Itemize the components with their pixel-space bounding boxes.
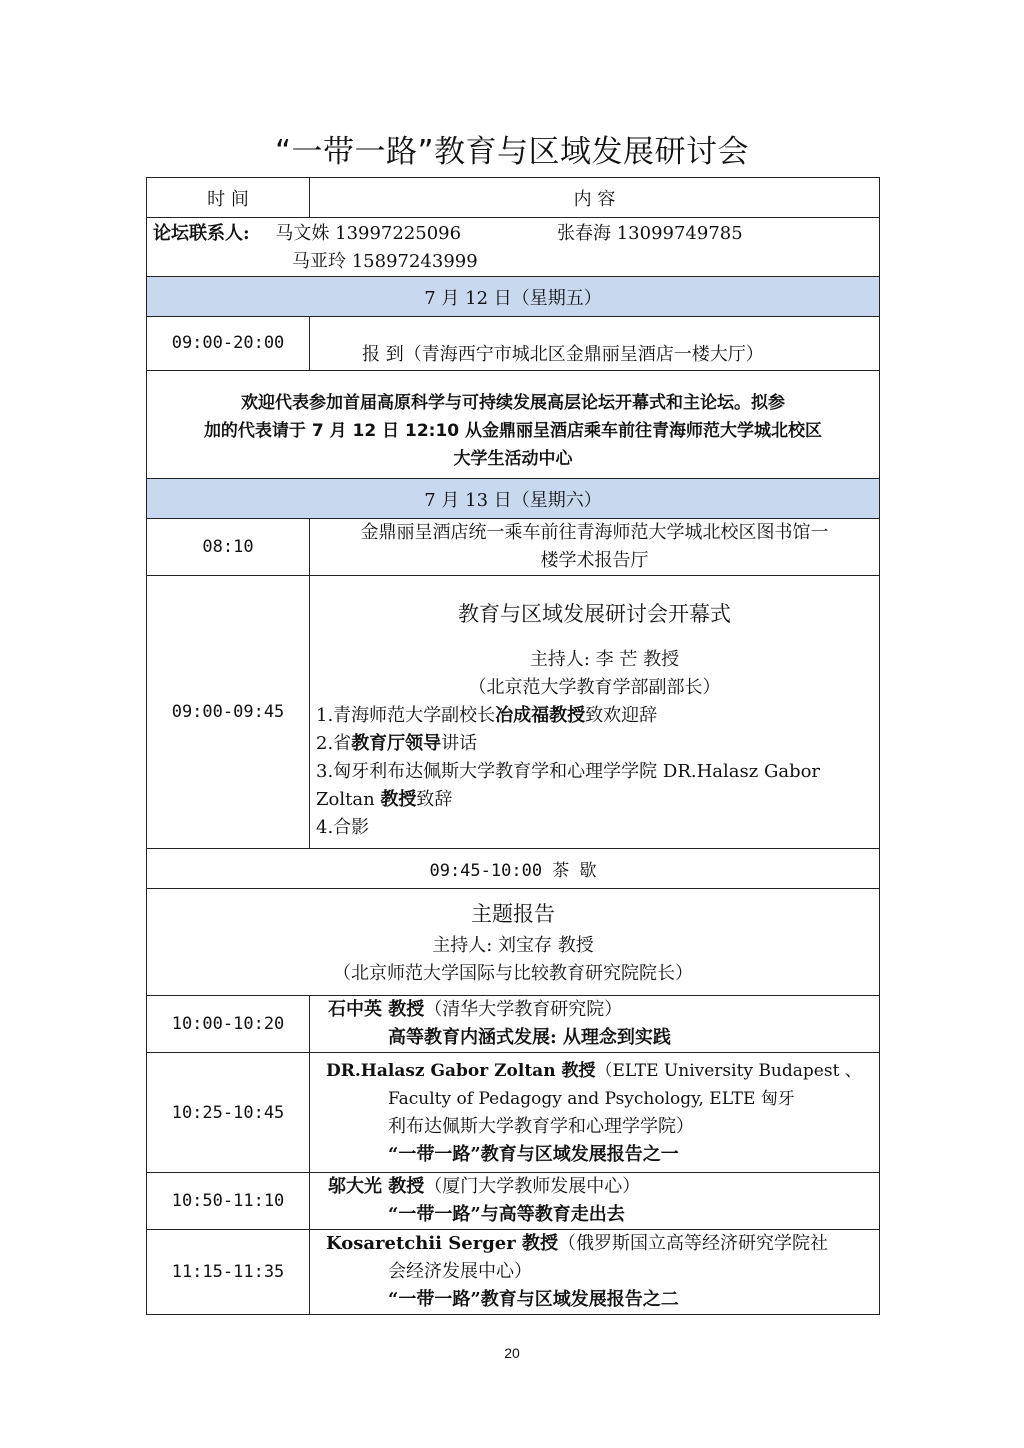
talk-time: 10:25-10:45 [147,1053,310,1173]
notice-line-3: 大学生活动中心 [453,448,573,469]
schedule-table [146,177,880,1315]
schedule-row [147,1230,880,1315]
schedule-row [147,996,880,1053]
registration-time: 09:00-20:00 [147,317,310,371]
notice-row [147,371,880,479]
contacts-label: 论坛联系人: [153,223,250,244]
talk-affil-line-2: 会经济发展中心） [388,1261,532,1282]
talk-affil-line-3: 利布达佩斯大学教育学和心理学学院） [388,1115,694,1137]
opening-item-4: 4.合影 [316,817,370,838]
notice-line-2: 加的代表请于 7 月 12 日 12:10 从金鼎丽呈酒店乘车前往青海师范大学城北校区 [203,420,823,441]
bus-line-2: 楼学术报告厅 [540,550,649,571]
tea-break: 09:45-10:00 茶 歇 [147,849,880,889]
schedule-row [147,519,880,576]
keynote-header-cell [147,889,880,996]
keynote-title: 主题报告 [471,902,555,926]
opening-host: 主持人: 李 芒 教授 [529,649,680,670]
bus-time: 08:10 [147,519,310,576]
contact-person-3: 马亚玲 15897243999 [292,251,478,272]
opening-cell [310,576,880,849]
talk-time: 10:50-11:10 [147,1173,310,1230]
schedule-row [147,1173,880,1230]
keynote-host: 主持人: 刘宝存 教授 [432,935,594,956]
talk-cell [310,1173,880,1230]
keynote-header-row [147,889,880,996]
header-time: 时 间 [147,178,310,218]
talk-time: 10:00-10:20 [147,996,310,1053]
contacts-cell [147,218,880,277]
tea-break-row [147,849,880,889]
contact-person-1: 马文姝 13997225096 [275,223,462,244]
registration-text: 报 到（青海西宁市城北区金鼎丽呈酒店一楼大厅） [310,317,880,371]
opening-item-3-line-2: Zoltan 教授致辞 [316,789,453,810]
day-header-row [147,277,880,317]
talk-cell [310,1230,880,1315]
page-number: 20 [504,1345,520,1361]
talk-topic: 高等教育内涵式发展: 从理念到实践 [388,1027,671,1048]
opening-item-2: 2.省教育厅领导讲话 [316,733,478,754]
table-header-row [147,178,880,218]
schedule-row [147,576,880,849]
talk-cell [310,996,880,1053]
keynote-host-affil: （北京师范大学国际与比较教育研究院院长） [333,963,693,984]
bus-cell [310,519,880,576]
header-content: 内 容 [310,178,880,218]
talk-speaker-line: 石中英 教授（清华大学教育研究院） [328,999,623,1020]
notice-cell [147,371,880,479]
talk-cell [310,1053,880,1173]
opening-time: 09:00-09:45 [147,576,310,849]
day1-date: 7 月 12 日（星期五） [147,277,880,317]
schedule-row [147,1053,880,1173]
notice-line-1: 欢迎代表参加首届高原科学与可持续发展高层论坛开幕式和主论坛。拟参 [241,392,785,413]
talk-topic: “一带一路”教育与区域发展报告之一 [388,1143,679,1165]
opening-host-affil: （北京范大学教育学部副部长） [468,677,721,698]
schedule-row [147,317,880,371]
contacts-row [147,218,880,277]
opening-title: 教育与区域发展研讨会开幕式 [458,602,731,626]
bus-line-1: 金鼎丽呈酒店统一乘车前往青海师范大学城北校区图书馆一 [360,522,829,543]
talk-speaker-line: 邬大光 教授（厦门大学教师发展中心） [328,1176,641,1197]
talk-topic: “一带一路”教育与区域发展报告之二 [388,1289,679,1310]
contact-person-2: 张春海 13099749785 [557,223,743,244]
opening-item-1: 1.青海师范大学副校长冶成福教授致欢迎辞 [316,705,658,726]
talk-time: 11:15-11:35 [147,1230,310,1315]
talk-speaker-line: DR.Halasz Gabor Zoltan 教授（ELTE University Budapest 、 [326,1060,862,1081]
day2-date: 7 月 13 日（星期六） [147,479,880,519]
talk-topic: “一带一路”与高等教育走出去 [388,1204,625,1225]
page-title: “一带一路”教育与区域发展研讨会 [274,134,750,170]
opening-item-3-line-1: 3.匈牙利布达佩斯大学教育学和心理学学院 DR.Halasz Gabor [316,761,821,782]
day-header-row [147,479,880,519]
talk-affil-line-2: Faculty of Pedagogy and Psychology, ELTE 匈牙 [388,1088,795,1109]
talk-speaker-line: Kosaretchii Serger 教授（俄罗斯国立高等经济研究学院社 [326,1233,829,1254]
